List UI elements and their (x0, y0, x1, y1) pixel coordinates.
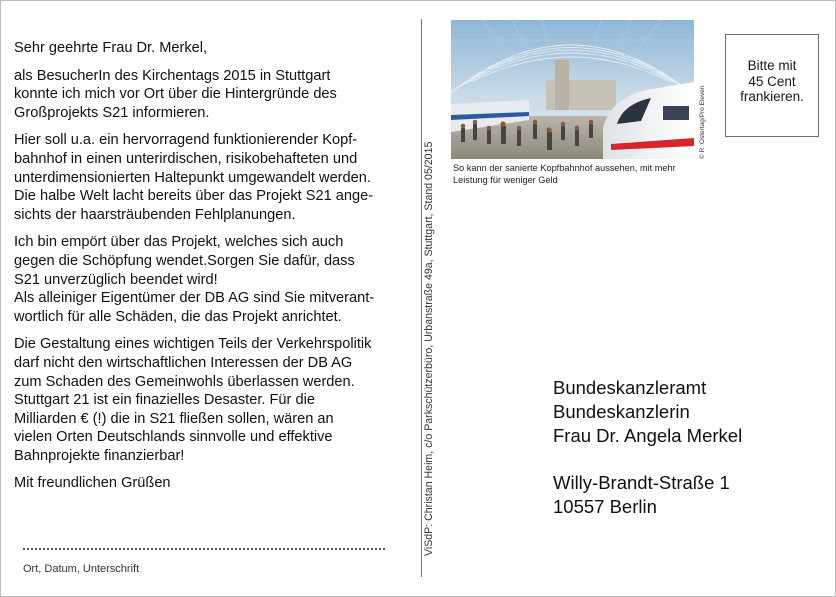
address-street: Willy-Brandt-Straße 1 (553, 472, 730, 493)
message-paragraph: Die Gestaltung eines wichtigen Teils der Verkehrspolitik darf nicht den wirtschaftlichen Interessen der DB AG zum Schaden des Gemeinwohls überlassen werden. Stuttgart 21 ist ein finazielles Desaster. Für die Milliarden € (!) die in S21 fließen sollen, wären an vielen Orten Deutschlands sinnvolle und effektive Bahnprojekte finanzierbar! (14, 336, 372, 464)
stamp-box (725, 34, 819, 137)
center-divider (421, 19, 422, 577)
message-paragraph: Hier soll u.a. ein hervorragend funktionierender Kopf- bahnhof in einen unterirdischen, risikobehafteten und unterdimensionierten Haltepunkt umgewandelt werden. Die halbe Welt lacht bereits über das Projekt S21 ange- sichts der haarsträubenden Fehlplanungen. (14, 132, 374, 223)
address-spacer (553, 448, 823, 471)
closing: Mit freundlichen Grüßen (14, 475, 171, 492)
photo-copyright-text: © R. Ostertag/Pro Eleven (699, 85, 706, 159)
address-city: 10557 Berlin (553, 496, 657, 517)
imprint-text: ViSdP: Christan Heim, c/o Parkschützerbüro, Urbanstraße 49a, Stuttgart, Stand 05/2015 (423, 141, 435, 556)
address-line: Bundeskanzleramt (553, 377, 707, 398)
photo-caption: So kann der sanierte Kopfbahnhof aussehen, mit mehr Leistung für weniger Geld (453, 163, 676, 185)
imprint-column (423, 101, 437, 556)
greeting: Sehr geehrte Frau Dr. Merkel, (14, 40, 208, 56)
message-body (14, 39, 412, 502)
address-line: Bundeskanzlerin (553, 401, 690, 422)
signature-label: Ort, Datum, Unterschrift (23, 563, 140, 575)
signature-line (23, 548, 385, 550)
message-paragraph: als BesucherIn des Kirchentags 2015 in Stuttgart konnte ich mich vor Ort über die Hintergründe des Großprojekts S21 informieren. (14, 67, 337, 121)
photo-copyright (697, 20, 711, 159)
recipient-address (553, 376, 823, 519)
station-photo (451, 20, 694, 159)
address-line: Frau Dr. Angela Merkel (553, 425, 743, 446)
message-paragraph: Ich bin empört über das Projekt, welches sich auch gegen die Schöpfung wendet.Sorgen Sie dafür, dass S21 unverzüglich beendet wird! Als alleiniger Eigentümer der DB AG sind Sie mitverant- wortlich für alle Schäden, die das Projekt anrichtet. (14, 234, 375, 325)
stamp-text: Bitte mit 45 Cent frankieren. (740, 58, 804, 104)
